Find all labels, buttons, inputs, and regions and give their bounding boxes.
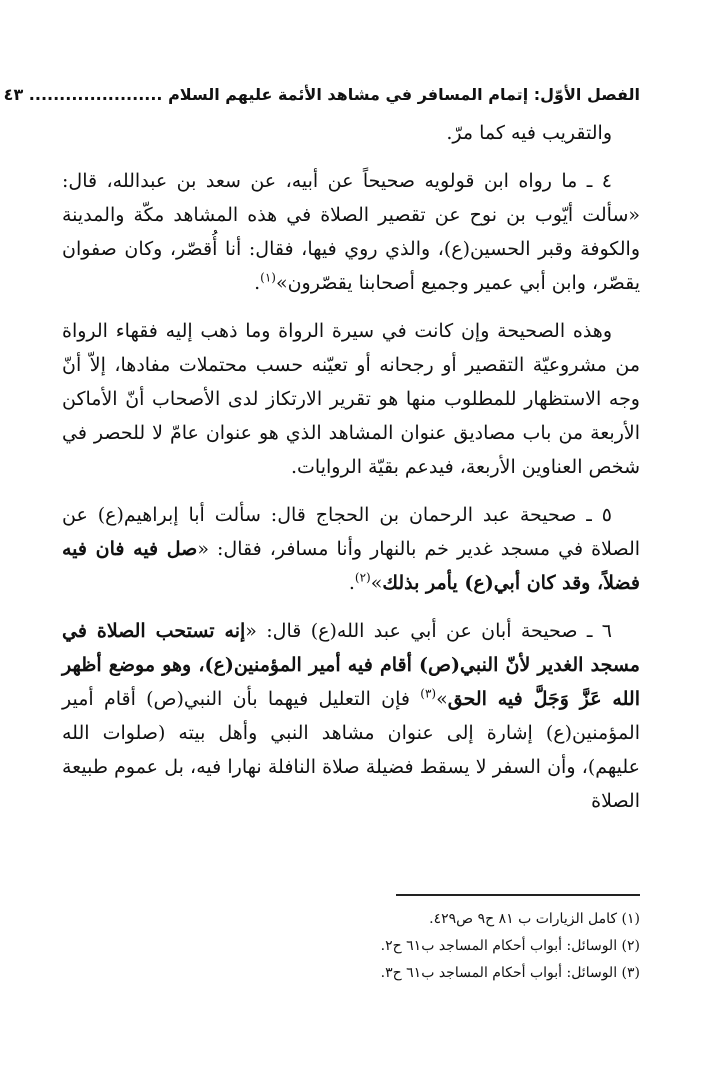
running-header (3, 82, 640, 108)
footnote-ref-1[interactable]: (١) (260, 270, 276, 285)
paragraph-tail: فإن التعليل فيهما بأن النبي(ص) أقام أمير المؤمنين(ع) إشارة إلى عنوان مشاهد النبي وأهل بيته (صلوات الله عليهم)، وأن السفر لا يسقط فضيلة صلاة النافلة نهارا فيه، بل عموم طبيعة الصلاة (62, 688, 641, 812)
paragraph-text: والتقريب فيه كما مرّ. (446, 122, 612, 144)
paragraph-item-6 (62, 614, 640, 818)
paragraph-text: ٤ ـ ما رواه ابن قولويه صحيحاً عن أبيه، عن سعد بن عبدالله، قال: «سألت أيّوب بن نوح عن تقصير الصلاة في هذه المشاهد مكّة والمدينة والكوفة وقبر الحسين(ع)، والذي روي فيها، فقال: أنا أُقصّر، وكان صفوان يقصّر، وابن أبي عمير وجميع أصحابنا يقصّرون» (62, 170, 640, 294)
paragraph-item-5 (62, 498, 640, 600)
paragraph-item-4 (62, 164, 640, 300)
footnote-ref-2[interactable]: (٢) (354, 570, 371, 585)
paragraph-text: ٥ ـ صحيحة عبد الرحمان بن الحجاج قال: سألت أبا إبراهيم(ع) عن الصلاة في مسجد غدير خم بالنهار وأنا مسافر، فقال: « (62, 504, 641, 560)
quote-close: » (436, 688, 448, 710)
page-number: ٤٣ (3, 85, 24, 104)
quoted-hadith: إنه تستحب الصلاة في مسجد الغدير لأنّ النبي(ص) أقام فيه أمير المؤمنين(ع)، وهو موضع أظهر الله عَزَّ وَجَلَّ فيه الحق (62, 620, 640, 710)
footnotes (62, 906, 640, 987)
footnote-2: (٢) الوسائل: أبواب أحكام المساجد ب٦١ ح٢. (380, 938, 640, 954)
footnote-1: (١) كامل الزيارات ب ٨١ ح٩ ص٤٢٩. (429, 911, 640, 927)
paragraph-text: ٦ ـ صحيحة أبان عن أبي عبد الله(ع) قال: « (245, 620, 612, 642)
main-text (62, 116, 640, 818)
footnote-ref-3[interactable]: (٣) (420, 686, 437, 701)
document-page (3, 82, 641, 1042)
paragraph-tail: . (348, 572, 355, 594)
paragraph-commentary (62, 314, 640, 484)
chapter-title: الفصل الأوّل: إتمام المسافر في مشاهد الأئمة عليهم السلام (168, 85, 640, 104)
paragraph-text: وهذه الصحيحة وإن كانت في سيرة الرواة وما ذهب إليه فقهاء الرواة من مشروعيّة التقصير أو رجحانه أو تعيّنه حسب محتملات مفادها، إلاّ أنّ وجه الاستظهار للمطلوب منها هو تقرير الارتكاز لدى الأصحاب أنّ الأماكن الأربعة من باب مصاديق عنوان المشاهد الذي هو عنوان عامّ لا للحصر في شخص العناوين الأربعة، فيدعم بقيّة الروايات. (62, 320, 640, 478)
footnote-3: (٣) الوسائل: أبواب أحكام المساجد ب٦١ ح٣. (380, 965, 640, 981)
footnote-divider (396, 894, 640, 896)
paragraph-tail: . (254, 272, 261, 294)
paragraph-continuation (62, 116, 640, 150)
quote-close: » (370, 572, 383, 594)
quoted-hadith: صل فيه فان فيه فضلاً، وقد كان أبي(ع) يأمر بذلك (62, 538, 640, 594)
header-dots: ...................... (28, 85, 163, 104)
